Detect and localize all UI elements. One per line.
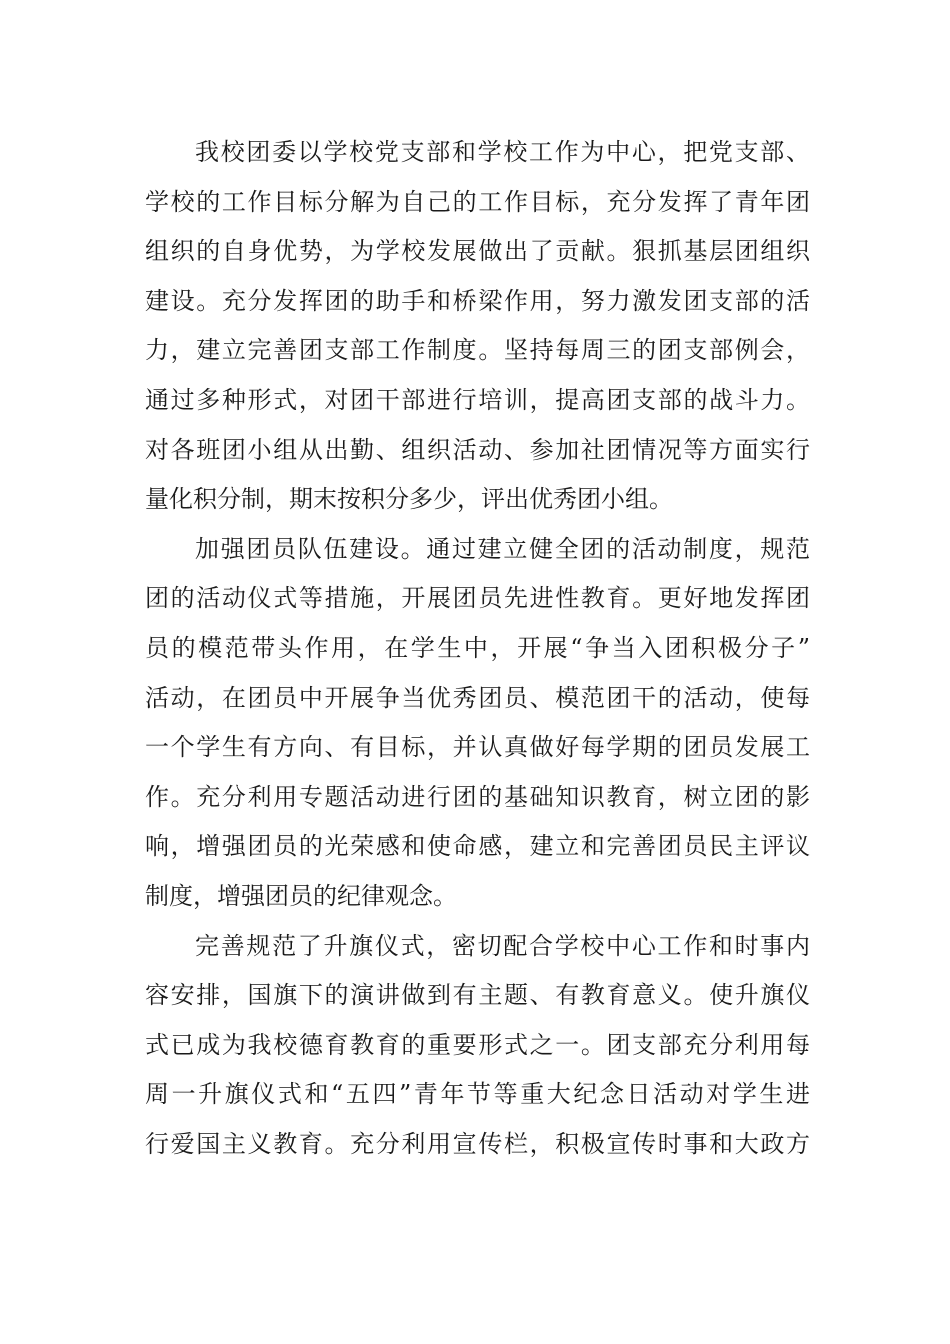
paragraph-3-line-1: 完善规范了升旗仪式，密切配合学校中心工作和时事内: [195, 931, 810, 960]
paragraph-1-line-4: 建设。充分发挥团的助手和桥梁作用，努力激发团支部的活: [145, 286, 810, 315]
paragraph-2-line-4: 活动，在团员中开展争当优秀团员、模范团干的活动，使每: [145, 683, 810, 712]
paragraph-2-line-3: 员的模范带头作用，在学生中，开展“争当入团积极分子”: [145, 633, 810, 662]
paragraph-3-line-3: 式已成为我校德育教育的重要形式之一。团支部充分利用每: [145, 1030, 810, 1059]
paragraph-1-line-6: 通过多种形式，对团干部进行培训，提高团支部的战斗力。: [145, 385, 810, 414]
paragraph-2-line-6: 作。充分利用专题活动进行团的基础知识教育，树立团的影: [145, 782, 810, 811]
paragraph-2-line-8: 制度，增强团员的纪律观念。: [145, 881, 457, 910]
paragraph-3-line-4: 周一升旗仪式和“五四”青年节等重大纪念日活动对学生进: [145, 1080, 810, 1109]
paragraph-3-line-5: 行爱国主义教育。充分利用宣传栏，积极宣传时事和大政方: [145, 1129, 810, 1158]
paragraph-1-line-7: 对各班团小组从出勤、组织活动、参加社团情况等方面实行: [145, 435, 810, 464]
body-text: [145, 128, 810, 1169]
paragraph-1-line-2: 学校的工作目标分解为自己的工作目标，充分发挥了青年团: [145, 187, 810, 216]
paragraph-3-line-2: 容安排，国旗下的演讲做到有主题、有教育意义。使升旗仪: [145, 981, 810, 1010]
paragraph-1-line-8: 量化积分制，期末按积分多少，评出优秀团小组。: [145, 485, 673, 514]
paragraph-1-line-3: 组织的自身优势，为学校发展做出了贡献。狠抓基层团组织: [145, 237, 810, 266]
paragraph-1-line-1: 我校团委以学校党支部和学校工作为中心，把党支部、: [195, 138, 810, 166]
paragraph-2-line-1: 加强团员队伍建设。通过建立健全团的活动制度，规范: [195, 534, 810, 563]
paragraph-2-line-2: 团的活动仪式等措施，开展团员先进性教育。更好地发挥团: [145, 584, 810, 613]
paragraph-2-line-7: 响，增强团员的光荣感和使命感，建立和完善团员民主评议: [145, 832, 810, 861]
paragraph-1-line-5: 力，建立完善团支部工作制度。坚持每周三的团支部例会，: [145, 336, 810, 365]
paragraph-2-line-5: 一个学生有方向、有目标，并认真做好每学期的团员发展工: [145, 733, 810, 762]
